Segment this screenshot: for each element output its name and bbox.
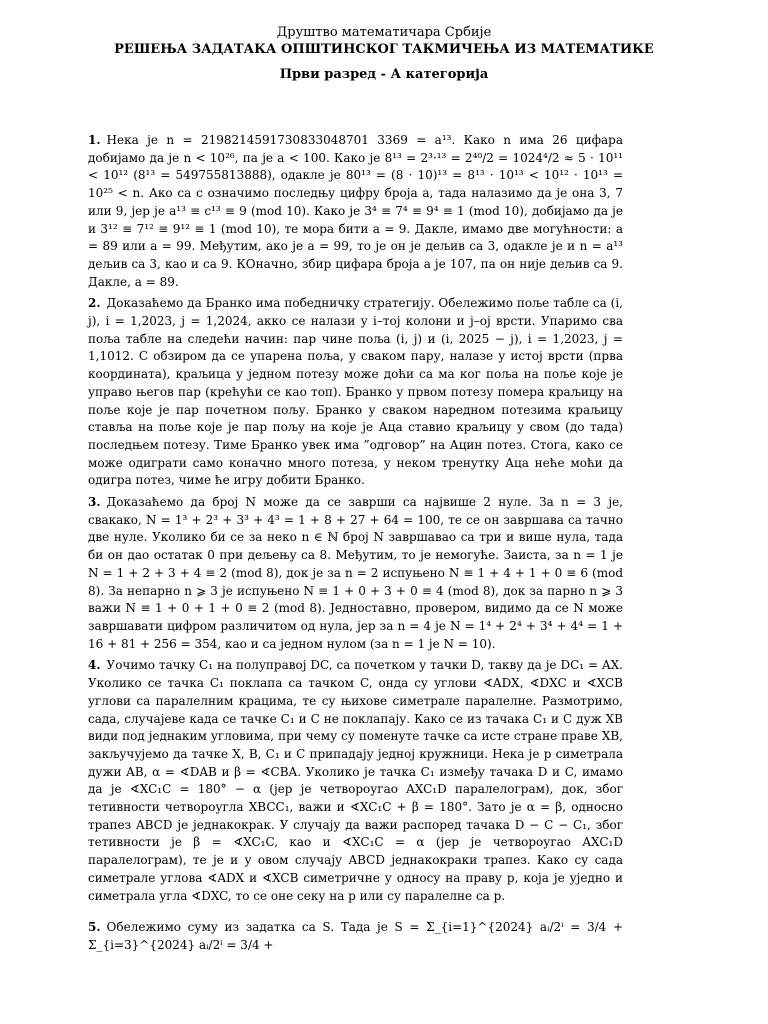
document-title: РЕШЕЊА ЗАДАТАКА ОПШТИНСКОГ ТАКМИЧЕЊА ИЗ МАТЕМАТИКЕ: [114, 42, 654, 57]
problem-2: [88, 295, 623, 490]
problem-number: 3.: [88, 495, 101, 510]
solutions-body: [88, 132, 623, 959]
problem-1: [88, 132, 623, 291]
organization-name: Друштво математичара Србије: [276, 25, 492, 40]
problem-number: 5.: [88, 920, 101, 935]
problem-text: Доказаћемо да Бранко има победничку стратегију. Обележимо поље табле са (i, j), i = 1,2023, j = 1,2024, акко се налази у i–тој колони и j–ој врсти. Упаримо сва поља табле на следећи начин: пар чине поља (i, j) и (i, 2025 − j), i = 1,2023, j = 1,1012. С обзиром да се упарена поља, у сваком пару, налазе у истој врсти (прва координата), краљица у једном потезу може доћи са ма ког поља на поље које је управо његов пар (крећући се као топ). Бранко у првом потезу помера краљицу на поље које је пар почетном пољу. Бранко у сваком наредном потезима краљицу ставља на поље које је пар пољу на које је Аца ставио краљицу у свом (до тада) последњем потезу. Тиме Бранко увек има ”одговор” на Ацин потез. Стога, како се може одиграти само коначно много потеза, у неком тренутку Аца неће моћи да одигра потез, чиме ће игру добити Бранко.: [88, 296, 623, 488]
problem-number: 1.: [88, 133, 101, 147]
problem-4: [88, 657, 623, 905]
problem-5: [88, 919, 623, 954]
problem-number: 4.: [88, 658, 101, 673]
problem-text: Обележимо суму из задатка са S. Тада је S = Σ_{i=1}^{2024} aᵢ/2ⁱ = 3/4 + Σ_{i=3}^{2024} aᵢ/2ⁱ = 3/4 +: [88, 920, 623, 952]
problem-text: Доказаћемо да број N може да се заврши са највише 2 нуле. За n = 3 је, свакако, N = 1³ + 2³ + 3³ + 4³ = 1 + 8 + 27 + 64 = 100, те се он завршава са тачно две нуле. Уколико би се за неко n ∈ ℕ број N завршавао са три и више нула, тада би он дао остатак 0 при дељењу са 8. Међутим, то је немогуће. Заиста, за n = 1 је N = 1 + 2 + 3 + 4 ≡ 2 (mod 8), док је за n = 2 испуњено N ≡ 1 + 4 + 1 + 0 ≡ 6 (mod 8). За непарно n ⩾ 3 је испуњено N ≡ 1 + 0 + 3 + 0 ≡ 4 (mod 8), док за парно n ⩾ 3 важи N ≡ 1 + 0 + 1 + 0 ≡ 2 (mod 8). Једноставно, провером, видимо да се N може завршавати цифром различитом од нула, јер за n = 4 је N = 1⁴ + 2⁴ + 3⁴ + 4⁴ = 1 + 16 + 81 + 256 = 354, као и са једном нулом (за n = 1 је N = 10).: [88, 495, 623, 651]
problem-3: [88, 494, 623, 653]
document-header: [0, 24, 768, 83]
problem-number: 2.: [88, 296, 101, 311]
problem-text: Нека је n = 2198214591730833048701 3369 = a¹³. Како n има 26 цифара добијамо да је n < 10²⁶, па је a < 100. Како је 8¹³ = 2³·¹³ = 2⁴⁰/2 = 1024⁴/2 ≈ 5 · 10¹¹ < 10¹² (8¹³ = 549755813888), одакле је 80¹³ = (8 · 10)¹³ = 8¹³ · 10¹³ < 10¹² · 10¹³ = 10²⁵ < n. Ако са c означимо последњу цифру броја a, тада налазимо да је она 3, 7 или 9, јер је a¹³ ≡ c¹³ ≡ 9 (mod 10). Како је 3⁴ ≡ 7⁴ ≡ 9⁴ ≡ 1 (mod 10), добијамо да је и 3¹² ≡ 7¹² ≡ 9¹² ≡ 1 (mod 10), те мора бити a = 9. Дакле, имамо две могућности: a = 89 или a = 99. Међутим, ако је a = 99, то је он је дељив са 3, одакле је и n = a¹³ дељив са 3, као и са 9. КОначно, збир цифара броја a је 107, па он није дељив са 9. Дакле, a = 89.: [88, 133, 623, 289]
problem-text: Уочимо тачку C₁ на полуправој DC, са почетком у тачки D, такву да је DC₁ = AX. Уколико се тачка C₁ поклапа са тачком C, онда су углови ∢ADX, ∢DXC и ∢XCB углови са паралелним крацима, те су њихове симетрале паралелне. Размотримо, сада, случајеве када се тачке C₁ и C не поклапају. Како се из тачака C₁ и C дуж XB види под једнаким угловима, при чему су поменуте тачке са исте стране праве XB, закључујемо да тачке X, B, C₁ и C припадају једној кружници. Нека је p симетрала дужи AB, α = ∢DAB и β = ∢CBA. Уколико је тачка C₁ између тачака D и C, имамо да је ∢XC₁C = 180° − α (јер је четвороугао AXC₁D паралелограм), док, због тетивности четвороугла XBCC₁, важи и ∢XC₁C + β = 180°. Зато је α = β, односно трапез ABCD је једнакокрак. У случају да важи распоред тачака D − C − C₁, због тетивности је β = ∢XC₁C, као и ∢XC₁C = α (јер је четвороугао AXC₁D паралелограм), те је и у овом случају ABCD једнакокраки трапез. Како су сада симетрале углова ∢ADX и ∢XCB симетричне у односу на праву p, која је уједно и симетрала угла ∢DXC, то се оне секу на p или су паралелне са p.: [88, 658, 623, 903]
document-subtitle: Први разред - А категорија: [279, 67, 489, 82]
